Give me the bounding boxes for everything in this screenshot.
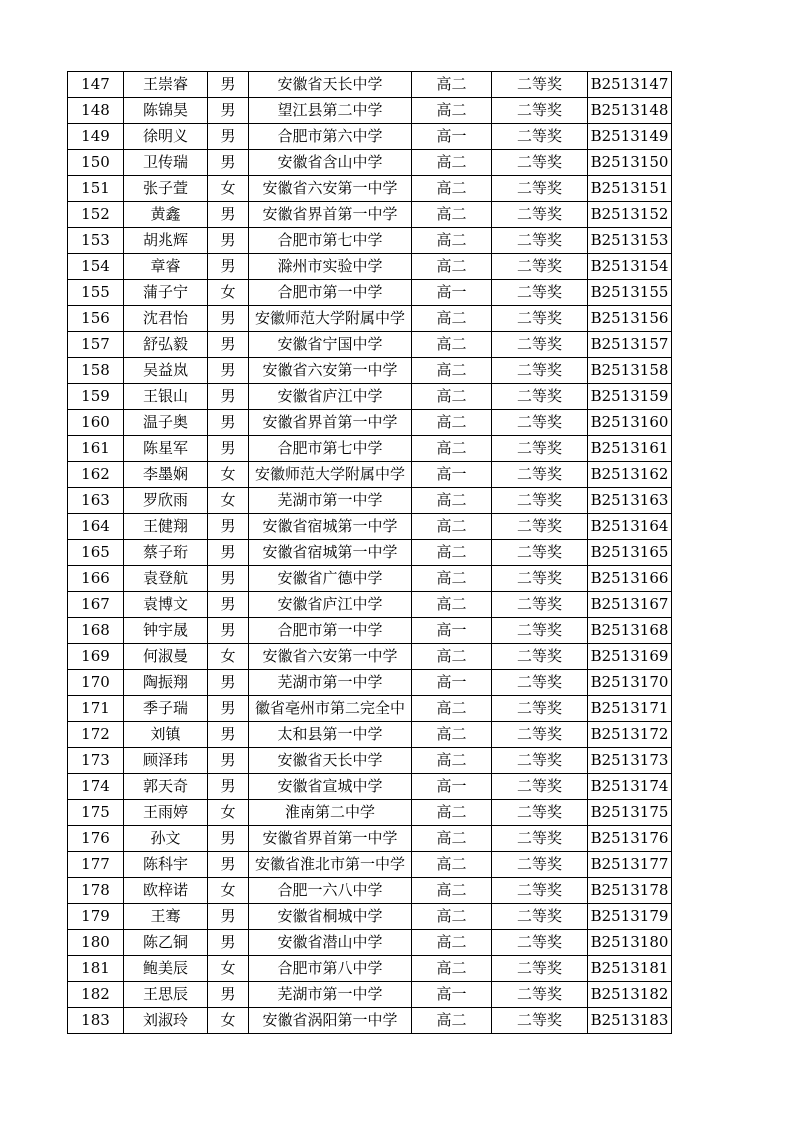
certificate-number-cell: B2513147 <box>588 72 672 98</box>
award-cell: 二等奖 <box>492 358 588 384</box>
gender-cell: 女 <box>208 488 249 514</box>
school-cell: 安徽省淮北市第一中学 <box>249 852 412 878</box>
grade-cell: 高二 <box>412 98 492 124</box>
grade-cell: 高二 <box>412 540 492 566</box>
row-number-cell: 153 <box>68 228 124 254</box>
table-row <box>68 566 672 592</box>
table-row <box>68 332 672 358</box>
award-cell: 二等奖 <box>492 150 588 176</box>
award-cell: 二等奖 <box>492 748 588 774</box>
award-cell: 二等奖 <box>492 670 588 696</box>
grade-cell: 高二 <box>412 592 492 618</box>
award-cell: 二等奖 <box>492 384 588 410</box>
certificate-number-cell: B2513177 <box>588 852 672 878</box>
row-number-cell: 179 <box>68 904 124 930</box>
table-row <box>68 358 672 384</box>
certificate-number-cell: B2513179 <box>588 904 672 930</box>
school-cell: 合肥市第一中学 <box>249 280 412 306</box>
school-cell: 安徽师范大学附属中学 <box>249 462 412 488</box>
student-name-cell: 王崇睿 <box>124 72 208 98</box>
certificate-number-cell: B2513161 <box>588 436 672 462</box>
school-cell: 合肥市第八中学 <box>249 956 412 982</box>
certificate-number-cell: B2513158 <box>588 358 672 384</box>
school-cell: 芜湖市第一中学 <box>249 982 412 1008</box>
award-cell: 二等奖 <box>492 930 588 956</box>
gender-cell: 女 <box>208 878 249 904</box>
row-number-cell: 174 <box>68 774 124 800</box>
student-name-cell: 卫传瑞 <box>124 150 208 176</box>
school-cell: 太和县第一中学 <box>249 722 412 748</box>
row-number-cell: 167 <box>68 592 124 618</box>
certificate-number-cell: B2513181 <box>588 956 672 982</box>
school-cell: 安徽省六安第一中学 <box>249 644 412 670</box>
grade-cell: 高二 <box>412 202 492 228</box>
school-cell: 芜湖市第一中学 <box>249 670 412 696</box>
gender-cell: 男 <box>208 592 249 618</box>
row-number-cell: 172 <box>68 722 124 748</box>
student-name-cell: 欧梓诺 <box>124 878 208 904</box>
table-row <box>68 436 672 462</box>
row-number-cell: 166 <box>68 566 124 592</box>
gender-cell: 男 <box>208 722 249 748</box>
row-number-cell: 173 <box>68 748 124 774</box>
grade-cell: 高二 <box>412 150 492 176</box>
gender-cell: 男 <box>208 124 249 150</box>
grade-cell: 高一 <box>412 670 492 696</box>
school-cell: 淮南第二中学 <box>249 800 412 826</box>
certificate-number-cell: B2513156 <box>588 306 672 332</box>
award-cell: 二等奖 <box>492 176 588 202</box>
school-cell: 安徽师范大学附属中学 <box>249 306 412 332</box>
grade-cell: 高一 <box>412 982 492 1008</box>
table-row <box>68 280 672 306</box>
table-row <box>68 930 672 956</box>
student-name-cell: 袁登航 <box>124 566 208 592</box>
gender-cell: 男 <box>208 72 249 98</box>
grade-cell: 高二 <box>412 228 492 254</box>
school-cell: 安徽省宿城第一中学 <box>249 514 412 540</box>
award-cell: 二等奖 <box>492 904 588 930</box>
student-name-cell: 郭天奇 <box>124 774 208 800</box>
gender-cell: 男 <box>208 98 249 124</box>
row-number-cell: 178 <box>68 878 124 904</box>
table-row <box>68 306 672 332</box>
award-cell: 二等奖 <box>492 592 588 618</box>
student-name-cell: 何淑曼 <box>124 644 208 670</box>
certificate-number-cell: B2513153 <box>588 228 672 254</box>
school-cell: 安徽省天长中学 <box>249 72 412 98</box>
grade-cell: 高二 <box>412 852 492 878</box>
school-cell: 安徽省界首第一中学 <box>249 202 412 228</box>
certificate-number-cell: B2513167 <box>588 592 672 618</box>
table-row <box>68 696 672 722</box>
table-row <box>68 72 672 98</box>
gender-cell: 女 <box>208 956 249 982</box>
certificate-number-cell: B2513159 <box>588 384 672 410</box>
student-name-cell: 袁博文 <box>124 592 208 618</box>
row-number-cell: 176 <box>68 826 124 852</box>
award-cell: 二等奖 <box>492 124 588 150</box>
student-name-cell: 王银山 <box>124 384 208 410</box>
grade-cell: 高二 <box>412 306 492 332</box>
row-number-cell: 147 <box>68 72 124 98</box>
grade-cell: 高二 <box>412 1008 492 1034</box>
certificate-number-cell: B2513150 <box>588 150 672 176</box>
row-number-cell: 160 <box>68 410 124 436</box>
table-row <box>68 98 672 124</box>
grade-cell: 高二 <box>412 904 492 930</box>
gender-cell: 男 <box>208 540 249 566</box>
table-row <box>68 748 672 774</box>
certificate-number-cell: B2513163 <box>588 488 672 514</box>
school-cell: 安徽省庐江中学 <box>249 384 412 410</box>
grade-cell: 高二 <box>412 514 492 540</box>
gender-cell: 女 <box>208 176 249 202</box>
gender-cell: 男 <box>208 254 249 280</box>
grade-cell: 高二 <box>412 930 492 956</box>
row-number-cell: 152 <box>68 202 124 228</box>
certificate-number-cell: B2513172 <box>588 722 672 748</box>
table-row <box>68 176 672 202</box>
student-name-cell: 沈君怡 <box>124 306 208 332</box>
certificate-number-cell: B2513148 <box>588 98 672 124</box>
award-table <box>67 71 672 1034</box>
certificate-number-cell: B2513162 <box>588 462 672 488</box>
certificate-number-cell: B2513155 <box>588 280 672 306</box>
table-row <box>68 150 672 176</box>
row-number-cell: 154 <box>68 254 124 280</box>
row-number-cell: 170 <box>68 670 124 696</box>
row-number-cell: 156 <box>68 306 124 332</box>
student-name-cell: 王雨婷 <box>124 800 208 826</box>
row-number-cell: 150 <box>68 150 124 176</box>
award-cell: 二等奖 <box>492 800 588 826</box>
gender-cell: 女 <box>208 644 249 670</box>
gender-cell: 女 <box>208 280 249 306</box>
student-name-cell: 温子奥 <box>124 410 208 436</box>
award-cell: 二等奖 <box>492 228 588 254</box>
grade-cell: 高一 <box>412 124 492 150</box>
row-number-cell: 163 <box>68 488 124 514</box>
school-cell: 安徽省宿城第一中学 <box>249 540 412 566</box>
row-number-cell: 169 <box>68 644 124 670</box>
award-cell: 二等奖 <box>492 774 588 800</box>
row-number-cell: 168 <box>68 618 124 644</box>
row-number-cell: 164 <box>68 514 124 540</box>
student-name-cell: 徐明义 <box>124 124 208 150</box>
award-cell: 二等奖 <box>492 540 588 566</box>
student-name-cell: 刘淑玲 <box>124 1008 208 1034</box>
grade-cell: 高一 <box>412 774 492 800</box>
school-cell: 合肥市第七中学 <box>249 228 412 254</box>
gender-cell: 男 <box>208 358 249 384</box>
award-cell: 二等奖 <box>492 826 588 852</box>
award-cell: 二等奖 <box>492 72 588 98</box>
gender-cell: 男 <box>208 904 249 930</box>
award-cell: 二等奖 <box>492 306 588 332</box>
student-name-cell: 章睿 <box>124 254 208 280</box>
award-cell: 二等奖 <box>492 618 588 644</box>
table-row <box>68 410 672 436</box>
certificate-number-cell: B2513168 <box>588 618 672 644</box>
student-name-cell: 胡兆辉 <box>124 228 208 254</box>
award-cell: 二等奖 <box>492 410 588 436</box>
grade-cell: 高二 <box>412 488 492 514</box>
table-row <box>68 228 672 254</box>
student-name-cell: 季子瑞 <box>124 696 208 722</box>
school-cell: 安徽省潜山中学 <box>249 930 412 956</box>
gender-cell: 女 <box>208 1008 249 1034</box>
award-cell: 二等奖 <box>492 956 588 982</box>
student-name-cell: 陶振翔 <box>124 670 208 696</box>
award-cell: 二等奖 <box>492 462 588 488</box>
gender-cell: 男 <box>208 566 249 592</box>
award-cell: 二等奖 <box>492 852 588 878</box>
grade-cell: 高二 <box>412 826 492 852</box>
award-cell: 二等奖 <box>492 98 588 124</box>
table-row <box>68 956 672 982</box>
certificate-number-cell: B2513166 <box>588 566 672 592</box>
table-row <box>68 670 672 696</box>
certificate-number-cell: B2513164 <box>588 514 672 540</box>
school-cell: 安徽省界首第一中学 <box>249 410 412 436</box>
student-name-cell: 陈星军 <box>124 436 208 462</box>
row-number-cell: 183 <box>68 1008 124 1034</box>
certificate-number-cell: B2513154 <box>588 254 672 280</box>
table-row <box>68 722 672 748</box>
award-cell: 二等奖 <box>492 202 588 228</box>
certificate-number-cell: B2513170 <box>588 670 672 696</box>
table-row <box>68 124 672 150</box>
grade-cell: 高二 <box>412 176 492 202</box>
grade-cell: 高一 <box>412 462 492 488</box>
school-cell: 望江县第二中学 <box>249 98 412 124</box>
row-number-cell: 175 <box>68 800 124 826</box>
school-cell: 安徽省宁国中学 <box>249 332 412 358</box>
award-cell: 二等奖 <box>492 254 588 280</box>
gender-cell: 男 <box>208 982 249 1008</box>
student-name-cell: 孙文 <box>124 826 208 852</box>
school-cell: 安徽省庐江中学 <box>249 592 412 618</box>
school-cell: 安徽省界首第一中学 <box>249 826 412 852</box>
gender-cell: 男 <box>208 930 249 956</box>
grade-cell: 高二 <box>412 800 492 826</box>
row-number-cell: 151 <box>68 176 124 202</box>
table-row <box>68 384 672 410</box>
row-number-cell: 182 <box>68 982 124 1008</box>
table-row <box>68 488 672 514</box>
student-name-cell: 张子萱 <box>124 176 208 202</box>
student-name-cell: 王思辰 <box>124 982 208 1008</box>
grade-cell: 高二 <box>412 410 492 436</box>
grade-cell: 高二 <box>412 436 492 462</box>
award-cell: 二等奖 <box>492 488 588 514</box>
student-name-cell: 刘镇 <box>124 722 208 748</box>
table-row <box>68 982 672 1008</box>
student-name-cell: 王骞 <box>124 904 208 930</box>
table-row <box>68 592 672 618</box>
gender-cell: 男 <box>208 306 249 332</box>
gender-cell: 男 <box>208 410 249 436</box>
row-number-cell: 157 <box>68 332 124 358</box>
certificate-number-cell: B2513151 <box>588 176 672 202</box>
student-name-cell: 蔡子珩 <box>124 540 208 566</box>
gender-cell: 男 <box>208 514 249 540</box>
gender-cell: 男 <box>208 774 249 800</box>
table-row <box>68 1008 672 1034</box>
gender-cell: 男 <box>208 852 249 878</box>
certificate-number-cell: B2513182 <box>588 982 672 1008</box>
gender-cell: 女 <box>208 462 249 488</box>
student-name-cell: 王健翔 <box>124 514 208 540</box>
grade-cell: 高二 <box>412 254 492 280</box>
certificate-number-cell: B2513165 <box>588 540 672 566</box>
award-cell: 二等奖 <box>492 332 588 358</box>
school-cell: 合肥市第六中学 <box>249 124 412 150</box>
student-name-cell: 罗欣雨 <box>124 488 208 514</box>
row-number-cell: 155 <box>68 280 124 306</box>
row-number-cell: 177 <box>68 852 124 878</box>
gender-cell: 男 <box>208 228 249 254</box>
row-number-cell: 165 <box>68 540 124 566</box>
student-name-cell: 顾泽玮 <box>124 748 208 774</box>
school-cell: 合肥一六八中学 <box>249 878 412 904</box>
row-number-cell: 171 <box>68 696 124 722</box>
gender-cell: 男 <box>208 618 249 644</box>
gender-cell: 男 <box>208 670 249 696</box>
student-name-cell: 陈科宇 <box>124 852 208 878</box>
school-cell: 安徽省广德中学 <box>249 566 412 592</box>
row-number-cell: 180 <box>68 930 124 956</box>
student-name-cell: 黄鑫 <box>124 202 208 228</box>
certificate-number-cell: B2513174 <box>588 774 672 800</box>
student-name-cell: 钟宇晟 <box>124 618 208 644</box>
school-cell: 安徽省六安第一中学 <box>249 176 412 202</box>
school-cell: 合肥市第七中学 <box>249 436 412 462</box>
student-name-cell: 舒弘毅 <box>124 332 208 358</box>
row-number-cell: 162 <box>68 462 124 488</box>
student-name-cell: 陈锦昊 <box>124 98 208 124</box>
grade-cell: 高二 <box>412 358 492 384</box>
certificate-number-cell: B2513152 <box>588 202 672 228</box>
certificate-number-cell: B2513175 <box>588 800 672 826</box>
student-name-cell: 吴益岚 <box>124 358 208 384</box>
table-row <box>68 254 672 280</box>
table-row <box>68 904 672 930</box>
certificate-number-cell: B2513173 <box>588 748 672 774</box>
award-cell: 二等奖 <box>492 280 588 306</box>
table-body <box>68 72 672 1034</box>
award-cell: 二等奖 <box>492 644 588 670</box>
certificate-number-cell: B2513178 <box>588 878 672 904</box>
school-cell: 合肥市第一中学 <box>249 618 412 644</box>
table-row <box>68 878 672 904</box>
gender-cell: 男 <box>208 696 249 722</box>
student-name-cell: 陈乙铜 <box>124 930 208 956</box>
table-row <box>68 644 672 670</box>
award-cell: 二等奖 <box>492 566 588 592</box>
grade-cell: 高二 <box>412 722 492 748</box>
award-cell: 二等奖 <box>492 514 588 540</box>
certificate-number-cell: B2513157 <box>588 332 672 358</box>
certificate-number-cell: B2513169 <box>588 644 672 670</box>
grade-cell: 高二 <box>412 696 492 722</box>
table-row <box>68 618 672 644</box>
school-cell: 安徽省涡阳第一中学 <box>249 1008 412 1034</box>
table-row <box>68 800 672 826</box>
grade-cell: 高一 <box>412 280 492 306</box>
gender-cell: 男 <box>208 436 249 462</box>
school-cell: 安徽省桐城中学 <box>249 904 412 930</box>
award-cell: 二等奖 <box>492 982 588 1008</box>
table-row <box>68 852 672 878</box>
certificate-number-cell: B2513160 <box>588 410 672 436</box>
gender-cell: 男 <box>208 384 249 410</box>
certificate-number-cell: B2513183 <box>588 1008 672 1034</box>
student-name-cell: 蒲子宁 <box>124 280 208 306</box>
grade-cell: 高二 <box>412 956 492 982</box>
school-cell: 安徽省宣城中学 <box>249 774 412 800</box>
grade-cell: 高二 <box>412 332 492 358</box>
row-number-cell: 161 <box>68 436 124 462</box>
row-number-cell: 158 <box>68 358 124 384</box>
row-number-cell: 159 <box>68 384 124 410</box>
gender-cell: 男 <box>208 826 249 852</box>
school-cell: 徽省亳州市第二完全中 <box>249 696 412 722</box>
grade-cell: 高一 <box>412 618 492 644</box>
certificate-number-cell: B2513171 <box>588 696 672 722</box>
certificate-number-cell: B2513176 <box>588 826 672 852</box>
gender-cell: 男 <box>208 332 249 358</box>
student-name-cell: 鲍美辰 <box>124 956 208 982</box>
school-cell: 芜湖市第一中学 <box>249 488 412 514</box>
row-number-cell: 181 <box>68 956 124 982</box>
gender-cell: 男 <box>208 150 249 176</box>
grade-cell: 高二 <box>412 566 492 592</box>
school-cell: 滁州市实验中学 <box>249 254 412 280</box>
certificate-number-cell: B2513149 <box>588 124 672 150</box>
school-cell: 安徽省六安第一中学 <box>249 358 412 384</box>
table-row <box>68 826 672 852</box>
certificate-number-cell: B2513180 <box>588 930 672 956</box>
table-row <box>68 462 672 488</box>
school-cell: 安徽省含山中学 <box>249 150 412 176</box>
grade-cell: 高二 <box>412 878 492 904</box>
table-row <box>68 514 672 540</box>
gender-cell: 男 <box>208 202 249 228</box>
award-cell: 二等奖 <box>492 878 588 904</box>
award-cell: 二等奖 <box>492 436 588 462</box>
school-cell: 安徽省天长中学 <box>249 748 412 774</box>
student-name-cell: 李墨娴 <box>124 462 208 488</box>
row-number-cell: 148 <box>68 98 124 124</box>
award-cell: 二等奖 <box>492 696 588 722</box>
grade-cell: 高二 <box>412 384 492 410</box>
grade-cell: 高二 <box>412 748 492 774</box>
award-cell: 二等奖 <box>492 1008 588 1034</box>
grade-cell: 高二 <box>412 72 492 98</box>
gender-cell: 男 <box>208 748 249 774</box>
table-row <box>68 202 672 228</box>
row-number-cell: 149 <box>68 124 124 150</box>
gender-cell: 女 <box>208 800 249 826</box>
grade-cell: 高二 <box>412 644 492 670</box>
table-row <box>68 540 672 566</box>
award-cell: 二等奖 <box>492 722 588 748</box>
table-row <box>68 774 672 800</box>
